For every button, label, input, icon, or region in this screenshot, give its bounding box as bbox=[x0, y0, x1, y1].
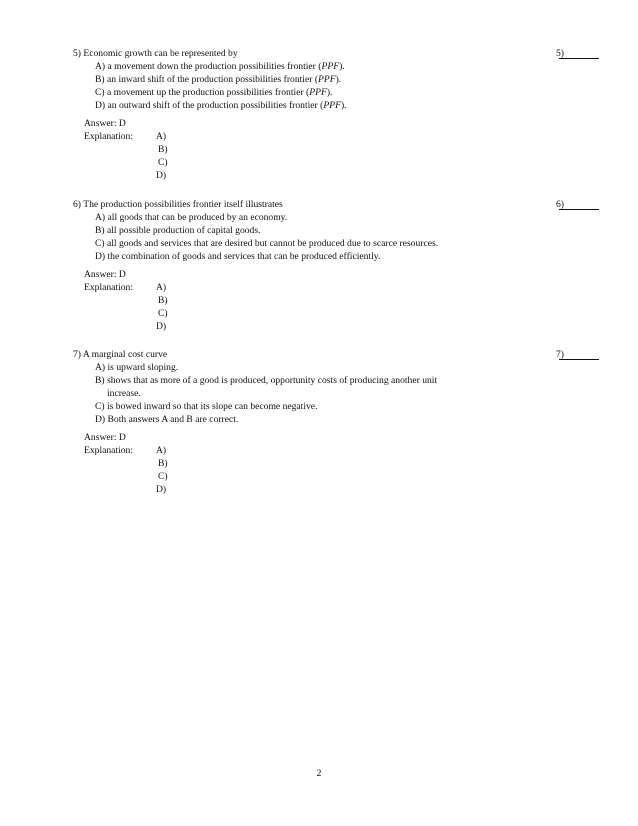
letter-b: B) bbox=[158, 144, 168, 155]
letter-b: B) bbox=[158, 295, 168, 306]
letter-a: A) bbox=[156, 282, 167, 293]
answer-blank[interactable] bbox=[559, 209, 599, 210]
letter-c: C) bbox=[158, 308, 168, 319]
letter-d: D) bbox=[156, 321, 167, 332]
option-a: A) is upward sloping. bbox=[95, 362, 179, 373]
question-stem: 6) The production possibilities frontier itself illustrates bbox=[73, 199, 283, 210]
explanation-letters bbox=[156, 281, 168, 332]
explanation-label: Explanation: bbox=[84, 282, 134, 293]
option-b-continuation: increase. bbox=[107, 388, 141, 399]
option-b: B) all possible production of capital goods. bbox=[95, 225, 261, 236]
answer-block bbox=[73, 431, 613, 495]
option-c: C) is bowed inward so that its slope can become negative. bbox=[95, 401, 318, 412]
question-6 bbox=[73, 198, 613, 332]
answer-block bbox=[73, 268, 613, 332]
question-5 bbox=[73, 47, 613, 181]
explanation-label: Explanation: bbox=[84, 131, 134, 142]
answer-text: Answer: D bbox=[84, 432, 126, 443]
letter-b: B) bbox=[158, 458, 168, 469]
answer-text: Answer: D bbox=[84, 118, 126, 129]
question-stem: 5) Economic growth can be represented by bbox=[73, 48, 238, 59]
letter-c: C) bbox=[158, 471, 168, 482]
letter-a: A) bbox=[156, 131, 167, 142]
answer-block bbox=[73, 117, 613, 181]
letter-a: A) bbox=[156, 445, 167, 456]
answer-blank[interactable] bbox=[559, 58, 599, 59]
letter-c: C) bbox=[158, 157, 168, 168]
page-number: 2 bbox=[316, 768, 322, 779]
answer-text: Answer: D bbox=[84, 269, 126, 280]
option-c: C) a movement up the production possibilities frontier (PPF). bbox=[95, 87, 333, 98]
explanation-label: Explanation: bbox=[84, 445, 134, 456]
question-7 bbox=[73, 348, 613, 495]
answer-number: 7) bbox=[556, 349, 564, 360]
answer-blank[interactable] bbox=[559, 359, 599, 360]
option-b: B) shows that as more of a good is produced, opportunity costs of producing another unit bbox=[95, 375, 438, 386]
question-stem: 7) A marginal cost curve bbox=[73, 349, 168, 360]
letter-d: D) bbox=[156, 484, 167, 495]
option-b: B) an inward shift of the production possibilities frontier (PPF). bbox=[95, 74, 342, 85]
option-a: A) all goods that can be produced by an economy. bbox=[95, 212, 288, 223]
option-d: D) Both answers A and B are correct. bbox=[95, 414, 239, 425]
letter-d: D) bbox=[156, 170, 167, 181]
explanation-letters bbox=[156, 444, 168, 495]
option-a: A) a movement down the production possibilities frontier (PPF). bbox=[95, 61, 345, 72]
option-d: D) the combination of goods and services that can be produced efficiently. bbox=[95, 251, 381, 262]
option-d: D) an outward shift of the production possibilities frontier (PPF). bbox=[95, 100, 347, 111]
answer-number: 6) bbox=[556, 199, 564, 210]
explanation-letters bbox=[156, 130, 168, 181]
answer-number: 5) bbox=[556, 48, 564, 59]
option-c: C) all goods and services that are desired but cannot be produced due to scarce resources. bbox=[95, 238, 439, 249]
